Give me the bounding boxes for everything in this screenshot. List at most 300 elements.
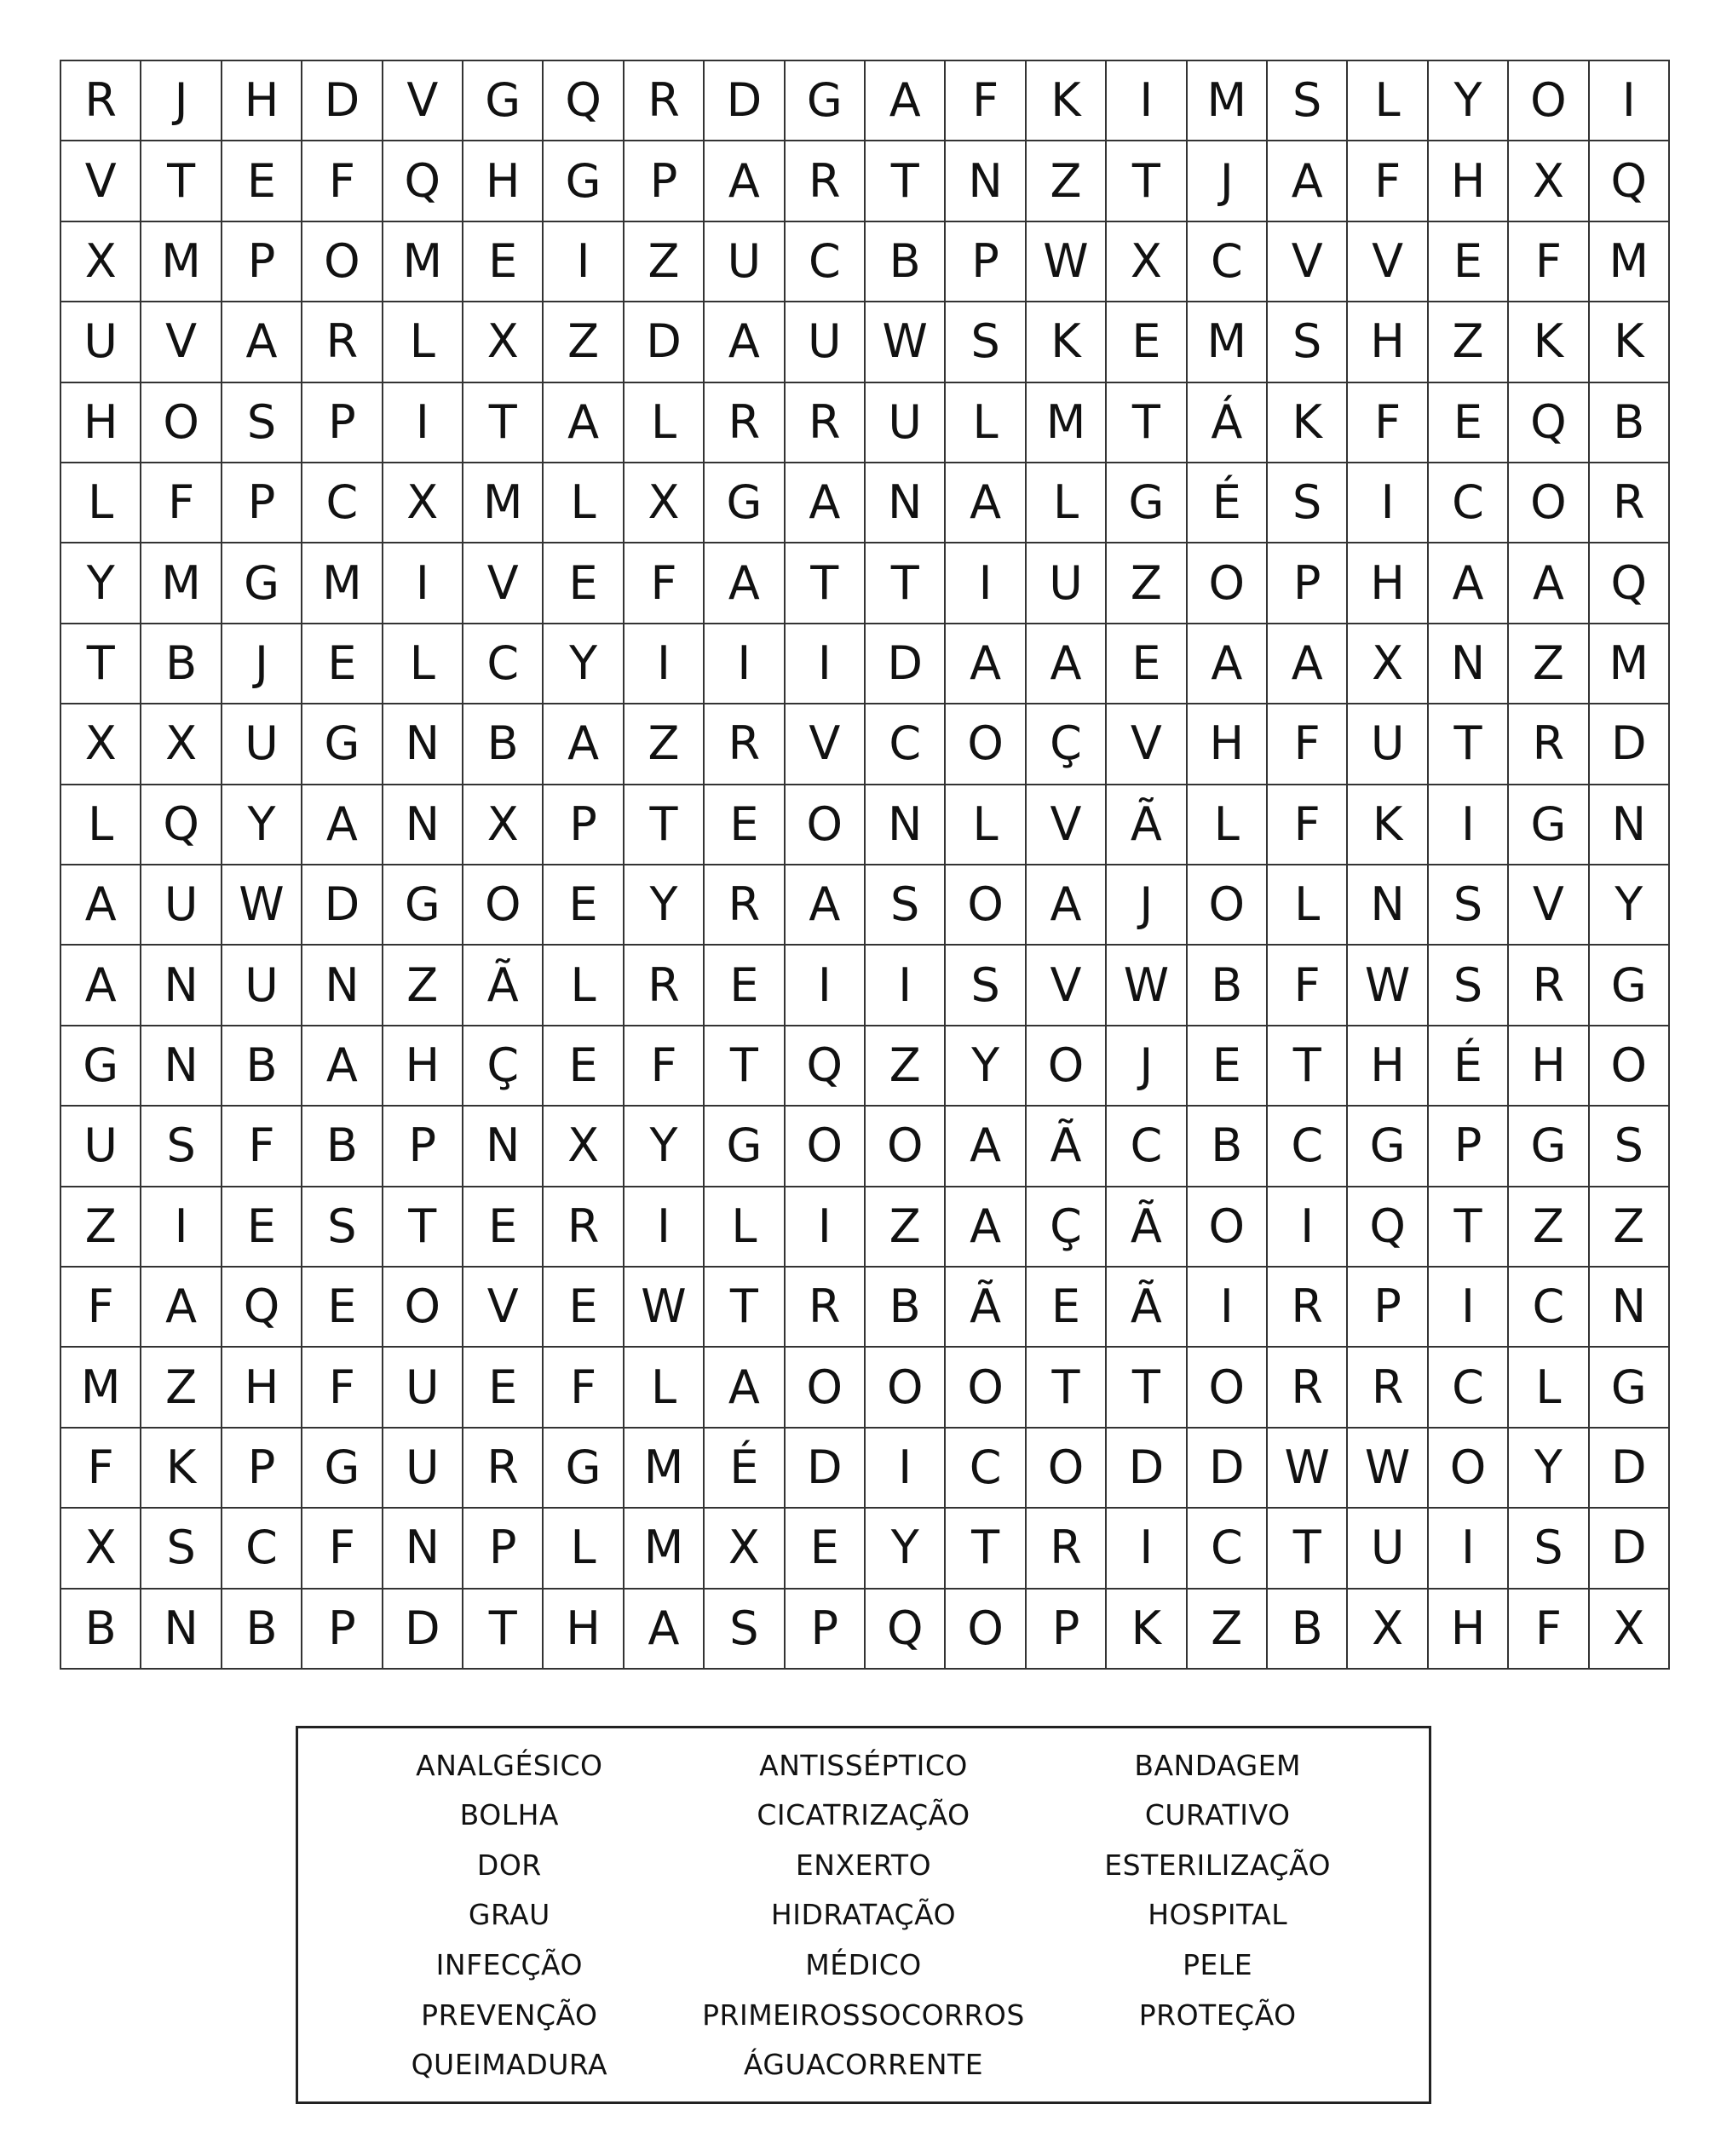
grid-cell[interactable]: K [141,1429,222,1509]
grid-cell[interactable]: A [1429,543,1509,624]
grid-cell[interactable]: S [946,946,1026,1026]
grid-cell[interactable]: Z [61,1187,141,1268]
grid-cell[interactable]: R [1348,1348,1428,1428]
grid-cell[interactable]: G [463,61,544,141]
grid-cell[interactable]: W [1268,1429,1348,1509]
grid-cell[interactable]: U [61,302,141,382]
grid-cell[interactable]: P [544,785,624,865]
grid-cell[interactable]: U [1027,543,1107,624]
grid-cell[interactable]: D [302,865,383,946]
grid-cell[interactable]: V [1027,946,1107,1026]
grid-cell[interactable]: R [302,302,383,382]
grid-cell[interactable]: Z [1107,543,1187,624]
grid-cell[interactable]: X [1348,624,1428,704]
grid-cell[interactable]: A [302,785,383,865]
grid-cell[interactable]: X [1107,222,1187,302]
grid-cell[interactable]: G [383,865,463,946]
grid-cell[interactable]: E [705,785,785,865]
grid-cell[interactable]: L [1027,463,1107,543]
grid-cell[interactable]: D [1590,704,1670,785]
grid-cell[interactable]: A [946,1107,1026,1187]
grid-cell[interactable]: E [1429,383,1509,463]
grid-cell[interactable]: Z [383,946,463,1026]
grid-cell[interactable]: K [1107,1590,1187,1670]
grid-cell[interactable]: Q [544,61,624,141]
grid-cell[interactable]: E [786,1509,866,1589]
grid-cell[interactable]: H [383,1026,463,1107]
grid-cell[interactable]: W [625,1268,705,1348]
grid-cell[interactable]: H [1188,704,1268,785]
grid-cell[interactable]: M [141,543,222,624]
grid-cell[interactable]: A [705,1348,785,1428]
grid-cell[interactable]: R [1268,1348,1348,1428]
grid-cell[interactable]: I [1107,61,1187,141]
grid-cell[interactable]: O [1188,1348,1268,1428]
grid-cell[interactable]: W [1027,222,1107,302]
grid-cell[interactable]: T [1107,1348,1187,1428]
grid-cell[interactable]: I [1188,1268,1268,1348]
grid-cell[interactable]: H [222,61,302,141]
grid-cell[interactable]: A [705,543,785,624]
grid-cell[interactable]: Q [866,1590,946,1670]
grid-cell[interactable]: V [786,704,866,785]
grid-cell[interactable]: E [544,1268,624,1348]
grid-cell[interactable]: A [946,624,1026,704]
grid-cell[interactable]: P [946,222,1026,302]
grid-cell[interactable]: L [544,1509,624,1589]
grid-cell[interactable]: O [1188,1187,1268,1268]
grid-cell[interactable]: F [1348,141,1428,221]
grid-cell[interactable]: O [1188,543,1268,624]
grid-cell[interactable]: A [1268,624,1348,704]
grid-cell[interactable]: Y [625,865,705,946]
grid-cell[interactable]: T [1268,1026,1348,1107]
grid-cell[interactable]: D [1107,1429,1187,1509]
grid-cell[interactable]: U [1348,1509,1428,1589]
grid-cell[interactable]: N [1348,865,1428,946]
grid-cell[interactable]: B [302,1107,383,1187]
grid-cell[interactable]: Ã [946,1268,1026,1348]
grid-cell[interactable]: L [1348,61,1428,141]
grid-cell[interactable]: O [1188,865,1268,946]
grid-cell[interactable]: G [1509,1107,1589,1187]
grid-cell[interactable]: V [1107,704,1187,785]
grid-cell[interactable]: M [302,543,383,624]
grid-cell[interactable]: Ã [463,946,544,1026]
grid-cell[interactable]: Z [1188,1590,1268,1670]
grid-cell[interactable]: S [222,383,302,463]
grid-cell[interactable]: N [383,704,463,785]
grid-cell[interactable]: X [1348,1590,1428,1670]
grid-cell[interactable]: J [1107,865,1187,946]
grid-cell[interactable]: V [141,302,222,382]
grid-cell[interactable]: N [141,1026,222,1107]
grid-cell[interactable]: L [1268,865,1348,946]
grid-cell[interactable]: O [946,1348,1026,1428]
grid-cell[interactable]: E [463,1187,544,1268]
grid-cell[interactable]: O [946,865,1026,946]
grid-cell[interactable]: R [61,61,141,141]
grid-cell[interactable]: F [1268,946,1348,1026]
grid-cell[interactable]: K [1590,302,1670,382]
grid-cell[interactable]: Ã [1107,1187,1187,1268]
grid-cell[interactable]: L [1188,785,1268,865]
grid-cell[interactable]: I [1107,1509,1187,1589]
grid-cell[interactable]: R [625,61,705,141]
grid-cell[interactable]: Á [1188,383,1268,463]
grid-cell[interactable]: Q [1590,141,1670,221]
grid-cell[interactable]: X [463,785,544,865]
grid-cell[interactable]: A [946,463,1026,543]
grid-cell[interactable]: E [1107,624,1187,704]
grid-cell[interactable]: O [383,1268,463,1348]
grid-cell[interactable]: M [1188,302,1268,382]
grid-cell[interactable]: V [463,543,544,624]
grid-cell[interactable]: T [463,383,544,463]
grid-cell[interactable]: F [1268,785,1348,865]
grid-cell[interactable]: N [383,785,463,865]
grid-cell[interactable]: A [1027,624,1107,704]
grid-cell[interactable]: G [705,1107,785,1187]
grid-cell[interactable]: I [1590,61,1670,141]
grid-cell[interactable]: G [544,141,624,221]
grid-cell[interactable]: R [1509,704,1589,785]
grid-cell[interactable]: S [1268,61,1348,141]
grid-cell[interactable]: A [625,1590,705,1670]
grid-cell[interactable]: P [222,1429,302,1509]
grid-cell[interactable]: B [1188,946,1268,1026]
grid-cell[interactable]: M [625,1429,705,1509]
grid-cell[interactable]: B [866,1268,946,1348]
grid-cell[interactable]: N [946,141,1026,221]
grid-cell[interactable]: Q [1348,1187,1428,1268]
grid-cell[interactable]: U [383,1348,463,1428]
grid-cell[interactable]: R [705,865,785,946]
grid-cell[interactable]: T [1429,1187,1509,1268]
grid-cell[interactable]: Z [141,1348,222,1428]
grid-cell[interactable]: I [1429,785,1509,865]
grid-cell[interactable]: E [544,543,624,624]
grid-cell[interactable]: Y [222,785,302,865]
grid-cell[interactable]: X [383,463,463,543]
grid-cell[interactable]: A [866,61,946,141]
grid-cell[interactable]: G [544,1429,624,1509]
grid-cell[interactable]: E [1429,222,1509,302]
grid-cell[interactable]: T [625,785,705,865]
grid-cell[interactable]: I [625,624,705,704]
grid-cell[interactable]: Ã [1107,1268,1187,1348]
grid-cell[interactable]: I [786,946,866,1026]
grid-cell[interactable]: L [625,1348,705,1428]
grid-cell[interactable]: I [1429,1268,1509,1348]
grid-cell[interactable]: B [222,1026,302,1107]
grid-cell[interactable]: C [1429,463,1509,543]
grid-cell[interactable]: U [222,946,302,1026]
grid-cell[interactable]: A [946,1187,1026,1268]
grid-cell[interactable]: A [544,704,624,785]
grid-cell[interactable]: I [786,624,866,704]
grid-cell[interactable]: R [705,383,785,463]
grid-cell[interactable]: X [705,1509,785,1589]
grid-cell[interactable]: O [786,785,866,865]
grid-cell[interactable]: L [1509,1348,1589,1428]
grid-cell[interactable]: O [866,1107,946,1187]
grid-cell[interactable]: Ç [1027,1187,1107,1268]
grid-cell[interactable]: W [1348,946,1428,1026]
grid-cell[interactable]: C [946,1429,1026,1509]
grid-cell[interactable]: X [544,1107,624,1187]
grid-cell[interactable]: M [1590,222,1670,302]
grid-cell[interactable]: N [1590,785,1670,865]
grid-cell[interactable]: O [946,704,1026,785]
grid-cell[interactable]: H [463,141,544,221]
grid-cell[interactable]: T [705,1026,785,1107]
grid-cell[interactable]: R [786,141,866,221]
grid-cell[interactable]: Ç [463,1026,544,1107]
grid-cell[interactable]: O [866,1348,946,1428]
grid-cell[interactable]: J [141,61,222,141]
grid-cell[interactable]: O [786,1348,866,1428]
grid-cell[interactable]: G [1509,785,1589,865]
grid-cell[interactable]: D [866,624,946,704]
grid-cell[interactable]: B [1188,1107,1268,1187]
grid-cell[interactable]: R [1027,1509,1107,1589]
grid-cell[interactable]: R [786,1268,866,1348]
grid-cell[interactable]: F [1509,1590,1589,1670]
grid-cell[interactable]: T [786,543,866,624]
grid-cell[interactable]: K [1268,383,1348,463]
grid-cell[interactable]: N [866,785,946,865]
grid-cell[interactable]: Y [1509,1429,1589,1509]
grid-cell[interactable]: N [463,1107,544,1187]
grid-cell[interactable]: O [1027,1026,1107,1107]
grid-cell[interactable]: C [302,463,383,543]
grid-cell[interactable]: B [61,1590,141,1670]
grid-cell[interactable]: L [383,302,463,382]
grid-cell[interactable]: C [1188,1509,1268,1589]
grid-cell[interactable]: N [1590,1268,1670,1348]
grid-cell[interactable]: U [141,865,222,946]
grid-cell[interactable]: S [141,1509,222,1589]
grid-cell[interactable]: C [1429,1348,1509,1428]
grid-cell[interactable]: P [302,1590,383,1670]
grid-cell[interactable]: S [1268,463,1348,543]
grid-cell[interactable]: O [141,383,222,463]
grid-cell[interactable]: E [544,865,624,946]
grid-cell[interactable]: W [866,302,946,382]
grid-cell[interactable]: S [1509,1509,1589,1589]
grid-cell[interactable]: M [463,463,544,543]
grid-cell[interactable]: R [1590,463,1670,543]
grid-cell[interactable]: R [625,946,705,1026]
grid-cell[interactable]: Y [1590,865,1670,946]
grid-cell[interactable]: C [1268,1107,1348,1187]
grid-cell[interactable]: Q [383,141,463,221]
grid-cell[interactable]: F [625,543,705,624]
grid-cell[interactable]: A [544,383,624,463]
grid-cell[interactable]: G [302,1429,383,1509]
grid-cell[interactable]: C [1188,222,1268,302]
grid-cell[interactable]: X [463,302,544,382]
grid-cell[interactable]: Y [946,1026,1026,1107]
grid-cell[interactable]: A [61,946,141,1026]
grid-cell[interactable]: H [1348,302,1428,382]
grid-cell[interactable]: F [1348,383,1428,463]
grid-cell[interactable]: O [463,865,544,946]
grid-cell[interactable]: Y [1429,61,1509,141]
grid-cell[interactable]: O [1429,1429,1509,1509]
grid-cell[interactable]: Y [61,543,141,624]
grid-cell[interactable]: M [1188,61,1268,141]
grid-cell[interactable]: A [141,1268,222,1348]
grid-cell[interactable]: V [1268,222,1348,302]
grid-cell[interactable]: A [1509,543,1589,624]
grid-cell[interactable]: S [141,1107,222,1187]
grid-cell[interactable]: F [302,141,383,221]
grid-cell[interactable]: T [705,1268,785,1348]
grid-cell[interactable]: S [1429,946,1509,1026]
grid-cell[interactable]: Z [1509,1187,1589,1268]
grid-cell[interactable]: X [61,1509,141,1589]
grid-cell[interactable]: D [383,1590,463,1670]
grid-cell[interactable]: B [222,1590,302,1670]
grid-cell[interactable]: N [866,463,946,543]
grid-cell[interactable]: R [705,704,785,785]
grid-cell[interactable]: E [302,1268,383,1348]
grid-cell[interactable]: X [141,704,222,785]
grid-cell[interactable]: P [222,222,302,302]
grid-cell[interactable]: A [705,302,785,382]
grid-cell[interactable]: Q [141,785,222,865]
grid-cell[interactable]: P [463,1509,544,1589]
grid-cell[interactable]: L [705,1187,785,1268]
grid-cell[interactable]: L [544,946,624,1026]
grid-cell[interactable]: I [866,1429,946,1509]
grid-cell[interactable]: V [1509,865,1589,946]
grid-cell[interactable]: Z [544,302,624,382]
grid-cell[interactable]: X [61,704,141,785]
grid-cell[interactable]: V [463,1268,544,1348]
grid-cell[interactable]: Z [625,704,705,785]
grid-cell[interactable]: O [1590,1026,1670,1107]
grid-cell[interactable]: M [383,222,463,302]
grid-cell[interactable]: J [1107,1026,1187,1107]
grid-cell[interactable]: N [302,946,383,1026]
grid-cell[interactable]: G [786,61,866,141]
grid-cell[interactable]: P [1027,1590,1107,1670]
grid-cell[interactable]: W [1348,1429,1428,1509]
grid-cell[interactable]: H [544,1590,624,1670]
grid-cell[interactable]: É [1188,463,1268,543]
grid-cell[interactable]: P [1268,543,1348,624]
grid-cell[interactable]: Q [1590,543,1670,624]
grid-cell[interactable]: U [1348,704,1428,785]
grid-cell[interactable]: T [866,141,946,221]
grid-cell[interactable]: F [61,1268,141,1348]
grid-cell[interactable]: C [866,704,946,785]
grid-cell[interactable]: P [1348,1268,1428,1348]
grid-cell[interactable]: A [1268,141,1348,221]
grid-cell[interactable]: B [1268,1590,1348,1670]
grid-cell[interactable]: C [463,624,544,704]
grid-cell[interactable]: G [1107,463,1187,543]
grid-cell[interactable]: A [786,463,866,543]
grid-cell[interactable]: T [1429,704,1509,785]
grid-cell[interactable]: T [141,141,222,221]
grid-cell[interactable]: G [1590,1348,1670,1428]
grid-cell[interactable]: U [866,383,946,463]
grid-cell[interactable]: D [705,61,785,141]
grid-cell[interactable]: A [705,141,785,221]
grid-cell[interactable]: N [141,1590,222,1670]
grid-cell[interactable]: Z [1509,624,1589,704]
grid-cell[interactable]: A [1027,865,1107,946]
grid-cell[interactable]: H [1429,141,1509,221]
grid-cell[interactable]: R [463,1429,544,1509]
grid-cell[interactable]: F [1509,222,1589,302]
grid-cell[interactable]: A [1188,624,1268,704]
grid-cell[interactable]: Q [786,1026,866,1107]
grid-cell[interactable]: C [786,222,866,302]
grid-cell[interactable]: E [463,1348,544,1428]
grid-cell[interactable]: M [1590,624,1670,704]
grid-cell[interactable]: U [383,1429,463,1509]
grid-cell[interactable]: N [141,946,222,1026]
grid-cell[interactable]: P [786,1590,866,1670]
grid-cell[interactable]: P [625,141,705,221]
grid-cell[interactable]: T [1107,141,1187,221]
grid-cell[interactable]: F [141,463,222,543]
grid-cell[interactable]: Y [625,1107,705,1187]
grid-cell[interactable]: L [544,463,624,543]
grid-cell[interactable]: P [383,1107,463,1187]
grid-cell[interactable]: Q [222,1268,302,1348]
grid-cell[interactable]: K [1027,61,1107,141]
grid-cell[interactable]: E [302,624,383,704]
grid-cell[interactable]: V [1348,222,1428,302]
grid-cell[interactable]: O [1027,1429,1107,1509]
grid-cell[interactable]: N [383,1509,463,1589]
grid-cell[interactable]: A [786,865,866,946]
grid-cell[interactable]: E [222,1187,302,1268]
grid-cell[interactable]: V [61,141,141,221]
grid-cell[interactable]: I [141,1187,222,1268]
grid-cell[interactable]: O [946,1590,1026,1670]
grid-cell[interactable]: N [1429,624,1509,704]
grid-cell[interactable]: S [1429,865,1509,946]
grid-cell[interactable]: T [946,1509,1026,1589]
grid-cell[interactable]: B [866,222,946,302]
grid-cell[interactable]: D [302,61,383,141]
grid-cell[interactable]: L [61,463,141,543]
grid-cell[interactable]: O [302,222,383,302]
grid-cell[interactable]: L [625,383,705,463]
grid-cell[interactable]: W [1107,946,1187,1026]
grid-cell[interactable]: D [1590,1509,1670,1589]
grid-cell[interactable]: Z [1429,302,1509,382]
grid-cell[interactable]: E [222,141,302,221]
grid-cell[interactable]: A [302,1026,383,1107]
grid-cell[interactable]: Y [866,1509,946,1589]
grid-cell[interactable]: T [1107,383,1187,463]
grid-cell[interactable]: I [1268,1187,1348,1268]
grid-cell[interactable]: U [705,222,785,302]
grid-cell[interactable]: G [1348,1107,1428,1187]
grid-cell[interactable]: D [625,302,705,382]
grid-cell[interactable]: Ã [1027,1107,1107,1187]
grid-cell[interactable]: Q [1509,383,1589,463]
grid-cell[interactable]: F [222,1107,302,1187]
